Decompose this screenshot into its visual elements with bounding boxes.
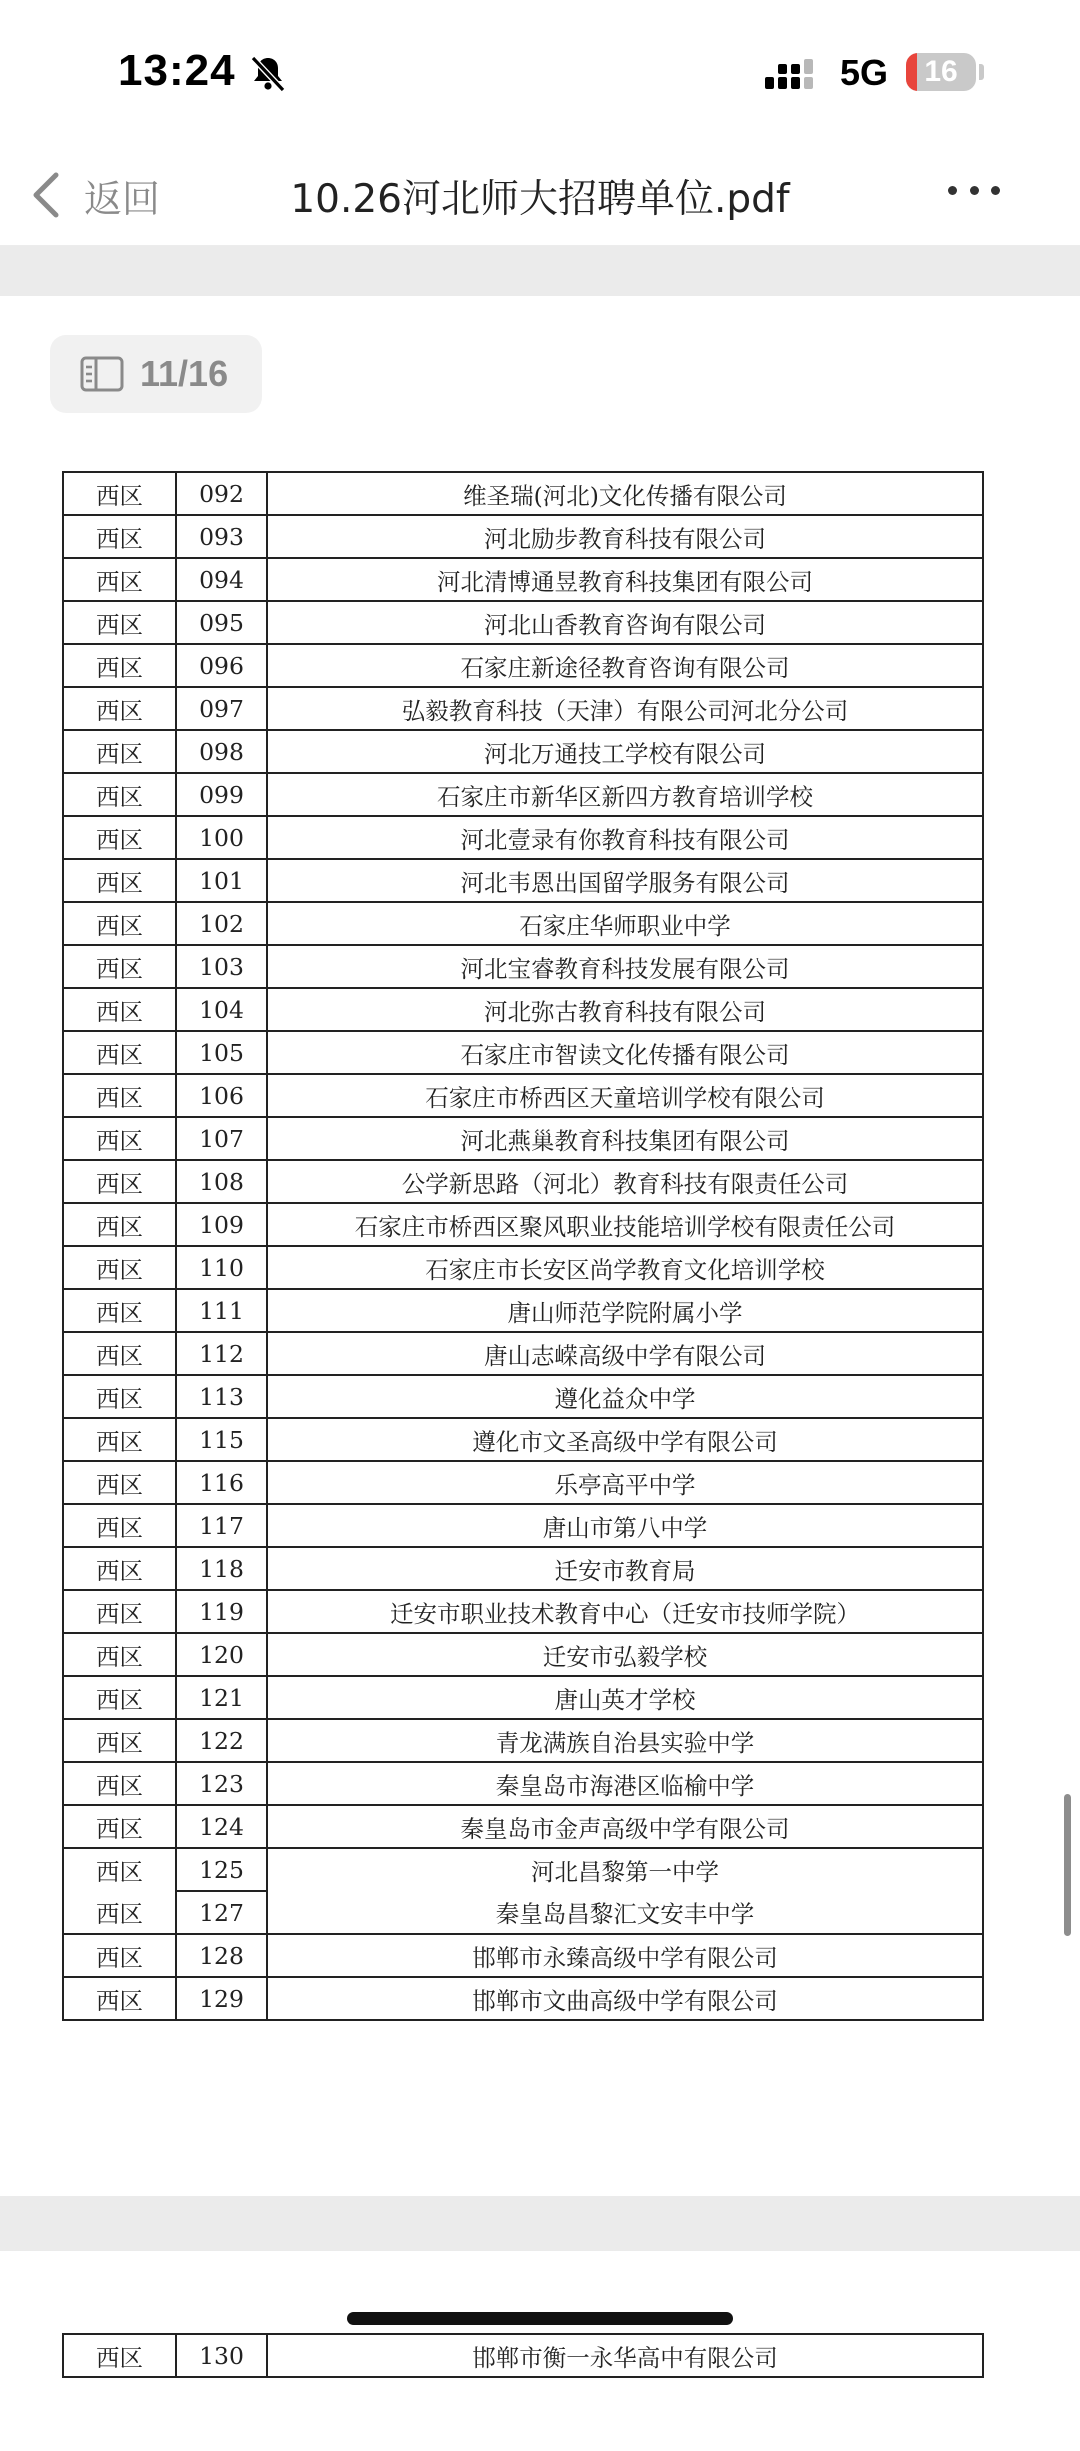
code-cell: 092 xyxy=(176,472,267,515)
table-row xyxy=(63,1762,983,1805)
unit-name-cell: 唐山志嵘高级中学有限公司 xyxy=(267,1332,983,1375)
unit-name-cell: 秦皇岛市海港区临榆中学 xyxy=(267,1762,983,1805)
table-row xyxy=(63,1418,983,1461)
region-cell: 西区 xyxy=(63,1160,176,1203)
unit-name-cell: 唐山师范学院附属小学 xyxy=(267,1289,983,1332)
region-cell: 西区 xyxy=(63,773,176,816)
table-row xyxy=(63,1805,983,1848)
region-cell: 西区 xyxy=(63,945,176,988)
unit-name-cell: 河北清博通昱教育科技集团有限公司 xyxy=(267,558,983,601)
region-cell: 西区 xyxy=(63,1375,176,1418)
code-cell: 110 xyxy=(176,1246,267,1289)
region-cell: 西区 xyxy=(63,1891,176,1934)
region-cell: 西区 xyxy=(63,1934,176,1977)
code-cell: 108 xyxy=(176,1160,267,1203)
more-options-button[interactable] xyxy=(948,186,1000,202)
unit-name-cell: 迁安市弘毅学校 xyxy=(267,1633,983,1676)
page-indicator[interactable] xyxy=(50,335,262,413)
code-cell: 097 xyxy=(176,687,267,730)
code-cell: 121 xyxy=(176,1676,267,1719)
cellular-signal-icon xyxy=(763,57,821,93)
code-cell: 112 xyxy=(176,1332,267,1375)
table-row xyxy=(63,1246,983,1289)
silent-bell-icon xyxy=(248,54,288,94)
region-cell: 西区 xyxy=(63,644,176,687)
region-cell: 西区 xyxy=(63,1246,176,1289)
table-row xyxy=(63,1160,983,1203)
region-cell: 西区 xyxy=(63,1031,176,1074)
code-cell: 118 xyxy=(176,1547,267,1590)
code-cell: 120 xyxy=(176,1633,267,1676)
region-cell: 西区 xyxy=(63,558,176,601)
more-dot-icon xyxy=(948,186,957,195)
pdf-viewer[interactable] xyxy=(0,246,1080,2341)
unit-name-cell: 石家庄市桥西区天童培训学校有限公司 xyxy=(267,1074,983,1117)
region-cell: 西区 xyxy=(63,730,176,773)
unit-name-cell: 秦皇岛市金声高级中学有限公司 xyxy=(267,1805,983,1848)
code-cell: 094 xyxy=(176,558,267,601)
table-row xyxy=(63,1848,983,1891)
battery-percent: 16 xyxy=(924,55,958,88)
table-row xyxy=(63,558,983,601)
code-cell: 093 xyxy=(176,515,267,558)
table-row xyxy=(63,1117,983,1160)
region-cell: 西区 xyxy=(63,2334,176,2377)
code-cell: 099 xyxy=(176,773,267,816)
region-cell: 西区 xyxy=(63,515,176,558)
more-dot-icon xyxy=(970,186,979,195)
nav-bar xyxy=(0,150,1080,246)
region-cell: 西区 xyxy=(63,1805,176,1848)
document-title: 10.26河北师大招聘单位.pdf xyxy=(290,177,790,222)
code-cell: 104 xyxy=(176,988,267,1031)
unit-name-cell: 河北万通技工学校有限公司 xyxy=(267,730,983,773)
unit-name-cell: 邯郸市永臻高级中学有限公司 xyxy=(267,1934,983,1977)
unit-name-cell: 青龙满族自治县实验中学 xyxy=(267,1719,983,1762)
table-row xyxy=(63,515,983,558)
status-time: 13:24 xyxy=(118,46,236,95)
region-cell: 西区 xyxy=(63,816,176,859)
unit-name-cell: 秦皇岛昌黎汇文安丰中学 xyxy=(267,1891,983,1934)
unit-name-cell: 弘毅教育科技（天津）有限公司河北分公司 xyxy=(267,687,983,730)
unit-name-cell: 石家庄新途径教育咨询有限公司 xyxy=(267,644,983,687)
table-row xyxy=(63,1289,983,1332)
region-cell: 西区 xyxy=(63,1762,176,1805)
unit-name-cell: 乐亭高平中学 xyxy=(267,1461,983,1504)
unit-name-cell: 迁安市教育局 xyxy=(267,1547,983,1590)
unit-name-cell: 河北励步教育科技有限公司 xyxy=(267,515,983,558)
table-row xyxy=(63,1375,983,1418)
unit-name-cell: 唐山市第八中学 xyxy=(267,1504,983,1547)
unit-name-cell: 河北宝睿教育科技发展有限公司 xyxy=(267,945,983,988)
code-cell: 098 xyxy=(176,730,267,773)
region-cell: 西区 xyxy=(63,687,176,730)
unit-name-cell: 石家庄市长安区尚学教育文化培训学校 xyxy=(267,1246,983,1289)
region-cell: 西区 xyxy=(63,859,176,902)
back-label: 返回 xyxy=(84,176,161,221)
unit-name-cell: 石家庄市桥西区聚风职业技能培训学校有限责任公司 xyxy=(267,1203,983,1246)
region-cell: 西区 xyxy=(63,988,176,1031)
page-thumbnail-icon xyxy=(80,356,124,392)
region-cell: 西区 xyxy=(63,1547,176,1590)
table-row xyxy=(63,644,983,687)
region-cell: 西区 xyxy=(63,1504,176,1547)
table-row xyxy=(63,988,983,1031)
more-dot-icon xyxy=(991,186,1000,195)
code-cell: 128 xyxy=(176,1934,267,1977)
chevron-left-icon xyxy=(28,169,64,221)
table-row xyxy=(63,1891,983,1934)
recruitment-units-table xyxy=(62,471,984,2021)
unit-name-cell: 河北燕巢教育科技集团有限公司 xyxy=(267,1117,983,1160)
unit-name-cell: 迁安市职业技术教育中心（迁安市技师学院） xyxy=(267,1590,983,1633)
code-cell: 117 xyxy=(176,1504,267,1547)
pdf-page xyxy=(0,296,1080,2196)
unit-name-cell: 石家庄市智读文化传播有限公司 xyxy=(267,1031,983,1074)
region-cell: 西区 xyxy=(63,1719,176,1762)
region-cell: 西区 xyxy=(63,1977,176,2020)
code-cell: 103 xyxy=(176,945,267,988)
table-row xyxy=(63,1504,983,1547)
table-row xyxy=(63,816,983,859)
region-cell: 西区 xyxy=(63,1418,176,1461)
code-cell: 101 xyxy=(176,859,267,902)
table-row xyxy=(63,859,983,902)
page-indicator-text: 11/16 xyxy=(140,353,229,394)
table-row xyxy=(63,1074,983,1117)
table-row xyxy=(63,1934,983,1977)
code-cell: 096 xyxy=(176,644,267,687)
code-cell: 102 xyxy=(176,902,267,945)
unit-name-cell: 唐山英才学校 xyxy=(267,1676,983,1719)
code-cell: 119 xyxy=(176,1590,267,1633)
network-type: 5G xyxy=(840,52,889,93)
unit-name-cell: 河北壹录有你教育科技有限公司 xyxy=(267,816,983,859)
region-cell: 西区 xyxy=(63,1461,176,1504)
battery-icon xyxy=(906,53,976,91)
code-cell: 129 xyxy=(176,1977,267,2020)
unit-name-cell: 石家庄市新华区新四方教育培训学校 xyxy=(267,773,983,816)
unit-name-cell: 河北韦恩出国留学服务有限公司 xyxy=(267,859,983,902)
table-row xyxy=(63,1547,983,1590)
table-row xyxy=(63,1461,983,1504)
code-cell: 130 xyxy=(176,2334,267,2377)
table-row xyxy=(63,902,983,945)
unit-name-cell: 公学新思路（河北）教育科技有限责任公司 xyxy=(267,1160,983,1203)
unit-name-cell: 河北昌黎第一中学 xyxy=(267,1848,983,1891)
code-cell: 127 xyxy=(176,1891,267,1934)
table-row xyxy=(63,1031,983,1074)
code-cell: 106 xyxy=(176,1074,267,1117)
unit-name-cell: 河北山香教育咨询有限公司 xyxy=(267,601,983,644)
unit-name-cell: 遵化市文圣高级中学有限公司 xyxy=(267,1418,983,1461)
code-cell: 105 xyxy=(176,1031,267,1074)
region-cell: 西区 xyxy=(63,1074,176,1117)
back-button[interactable] xyxy=(28,165,160,225)
code-cell: 100 xyxy=(176,816,267,859)
region-cell: 西区 xyxy=(63,1676,176,1719)
code-cell: 111 xyxy=(176,1289,267,1332)
table-row xyxy=(63,730,983,773)
unit-name-cell: 邯郸市文曲高级中学有限公司 xyxy=(267,1977,983,2020)
table-row xyxy=(63,1332,983,1375)
table-row xyxy=(63,1633,983,1676)
table-row xyxy=(63,601,983,644)
table-row xyxy=(63,1203,983,1246)
home-indicator[interactable] xyxy=(347,2312,733,2325)
region-cell: 西区 xyxy=(63,1289,176,1332)
region-cell: 西区 xyxy=(63,1848,176,1891)
next-page-table xyxy=(62,2333,984,2378)
table-row xyxy=(63,472,983,515)
unit-name-cell: 邯郸市衡一永华高中有限公司 xyxy=(267,2334,983,2377)
code-cell: 109 xyxy=(176,1203,267,1246)
table-row xyxy=(63,1977,983,2020)
code-cell: 125 xyxy=(176,1848,267,1891)
scrollbar[interactable] xyxy=(1064,1794,1071,1936)
table-row xyxy=(63,1676,983,1719)
table-row xyxy=(63,687,983,730)
code-cell: 113 xyxy=(176,1375,267,1418)
region-cell: 西区 xyxy=(63,1332,176,1375)
region-cell: 西区 xyxy=(63,902,176,945)
region-cell: 西区 xyxy=(63,1203,176,1246)
code-cell: 116 xyxy=(176,1461,267,1504)
region-cell: 西区 xyxy=(63,1633,176,1676)
unit-name-cell: 河北弥古教育科技有限公司 xyxy=(267,988,983,1031)
region-cell: 西区 xyxy=(63,472,176,515)
code-cell: 107 xyxy=(176,1117,267,1160)
table-row xyxy=(63,2334,983,2377)
region-cell: 西区 xyxy=(63,601,176,644)
region-cell: 西区 xyxy=(63,1590,176,1633)
code-cell: 123 xyxy=(176,1762,267,1805)
code-cell: 124 xyxy=(176,1805,267,1848)
code-cell: 115 xyxy=(176,1418,267,1461)
battery-tip xyxy=(979,64,984,80)
unit-name-cell: 遵化益众中学 xyxy=(267,1375,983,1418)
code-cell: 122 xyxy=(176,1719,267,1762)
table-row xyxy=(63,945,983,988)
code-cell: 095 xyxy=(176,601,267,644)
unit-name-cell: 石家庄华师职业中学 xyxy=(267,902,983,945)
table-row xyxy=(63,1590,983,1633)
region-cell: 西区 xyxy=(63,1117,176,1160)
unit-name-cell: 维圣瑞(河北)文化传播有限公司 xyxy=(267,472,983,515)
table-row xyxy=(63,773,983,816)
table-row xyxy=(63,1719,983,1762)
status-bar xyxy=(0,0,1080,150)
